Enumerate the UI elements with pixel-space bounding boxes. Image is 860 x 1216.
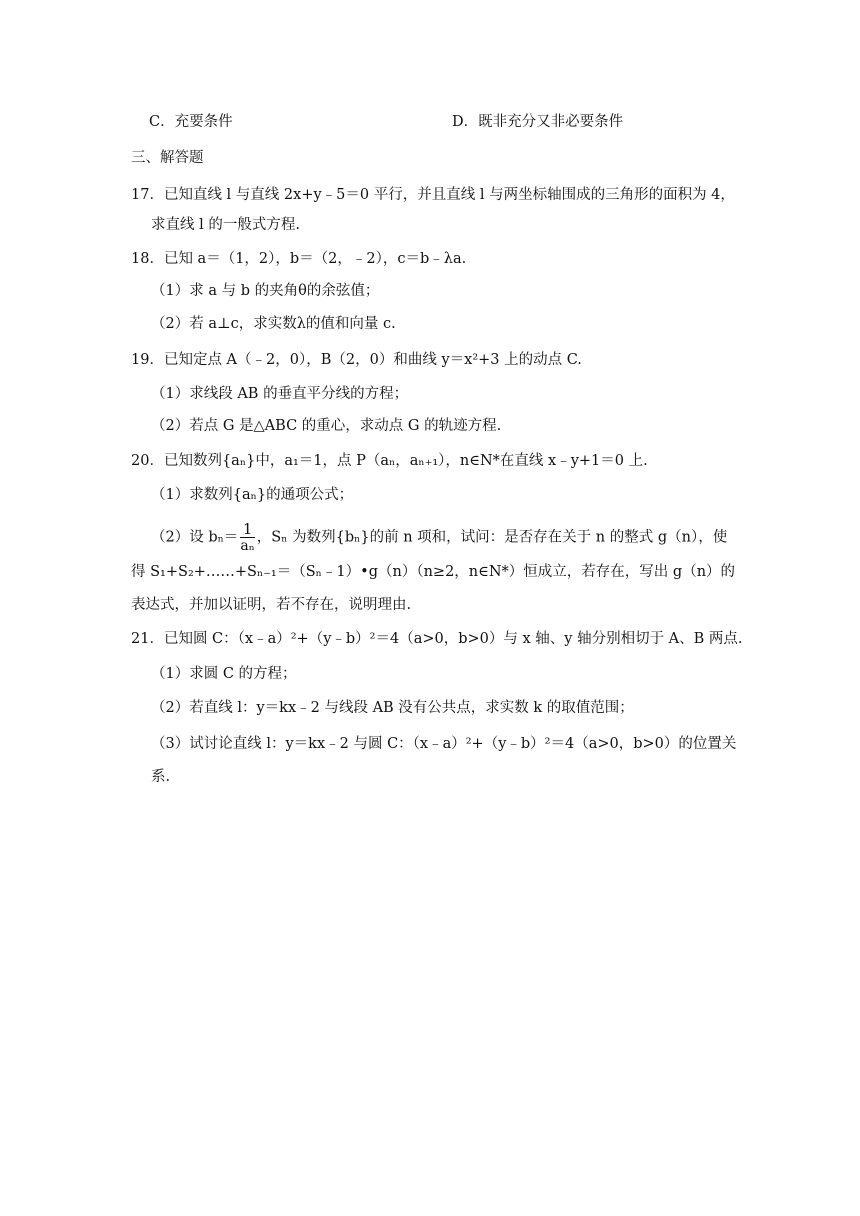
q20-stem: 20．已知数列{aₙ}中，a₁＝1，点 P（aₙ，aₙ₊₁），n∈N*在直线 x﹣y+1＝0 上. [131,453,648,469]
q19-part1: （1）求线段 AB 的垂直平分线的方程； [151,386,409,402]
q18-part1: （1）求 a 与 b 的夹角θ的余弦值； [151,283,380,299]
option-c: C．充要条件 [149,114,233,130]
q18-part2: （2）若 a⊥c，求实数λ的值和向量 c. [151,316,396,332]
q19-stem: 19．已知定点 A（﹣2，0），B（2，0）和曲线 y＝x²+3 上的动点 C. [131,352,582,368]
q17-line1: 17．已知直线 l 与直线 2x+y﹣5＝0 平行，并且直线 l 与两坐标轴围成的三角形的面积为 4， [131,187,735,203]
q20-part2-pre: （2）设 bₙ＝ [151,529,239,546]
q21-part2: （2）若直线 l：y＝kx﹣2 与线段 AB 没有公共点，求实数 k 的取值范围； [151,700,634,716]
q17-line2: 求直线 l 的一般式方程. [151,217,300,233]
q21-part3: （3）试讨论直线 l：y＝kx﹣2 与圆 C：（x﹣a）²+（y﹣b）²＝4（a>0，b>0）的位置关 [151,736,737,752]
q20-part1: （1）求数列{aₙ}的通项公式； [151,487,354,503]
q20-part2-line2: 得 S₁+S₂+……+Sₙ₋₁＝（Sₙ﹣1）•g（n）（n≥2，n∈N*）恒成立，若存在，写出 g（n）的 [131,564,736,580]
option-d: D．既非充分又非必要条件 [452,114,624,130]
q18-stem: 18．已知 a＝（1，2），b＝（2，﹣2），c＝b﹣λa. [131,251,467,267]
fraction-denominator: aₙ [240,538,255,554]
q20-part2-line1 [151,521,727,554]
q21-stem: 21．已知圆 C：（x﹣a）²+（y﹣b）²＝4（a>0，b>0）与 x 轴、y 轴分别相切于 A、B 两点. [131,631,743,647]
q20-part2-post: ，Sₙ 为数列{bₙ}的前 n 项和，试问：是否存在关于 n 的整式 g（n），使 [256,529,728,546]
fraction-numerator: 1 [240,521,254,538]
q19-part2: （2）若点 G 是△ABC 的重心，求动点 G 的轨迹方程. [151,418,502,434]
fraction-1-over-an [240,521,254,554]
q21-part1: （1）求圆 C 的方程； [151,666,297,682]
q21-part3-line2: 系. [151,769,171,785]
q20-part2-line3: 表达式，并加以证明，若不存在，说明理由. [131,597,412,613]
section-title: 三、解答题 [131,150,204,166]
